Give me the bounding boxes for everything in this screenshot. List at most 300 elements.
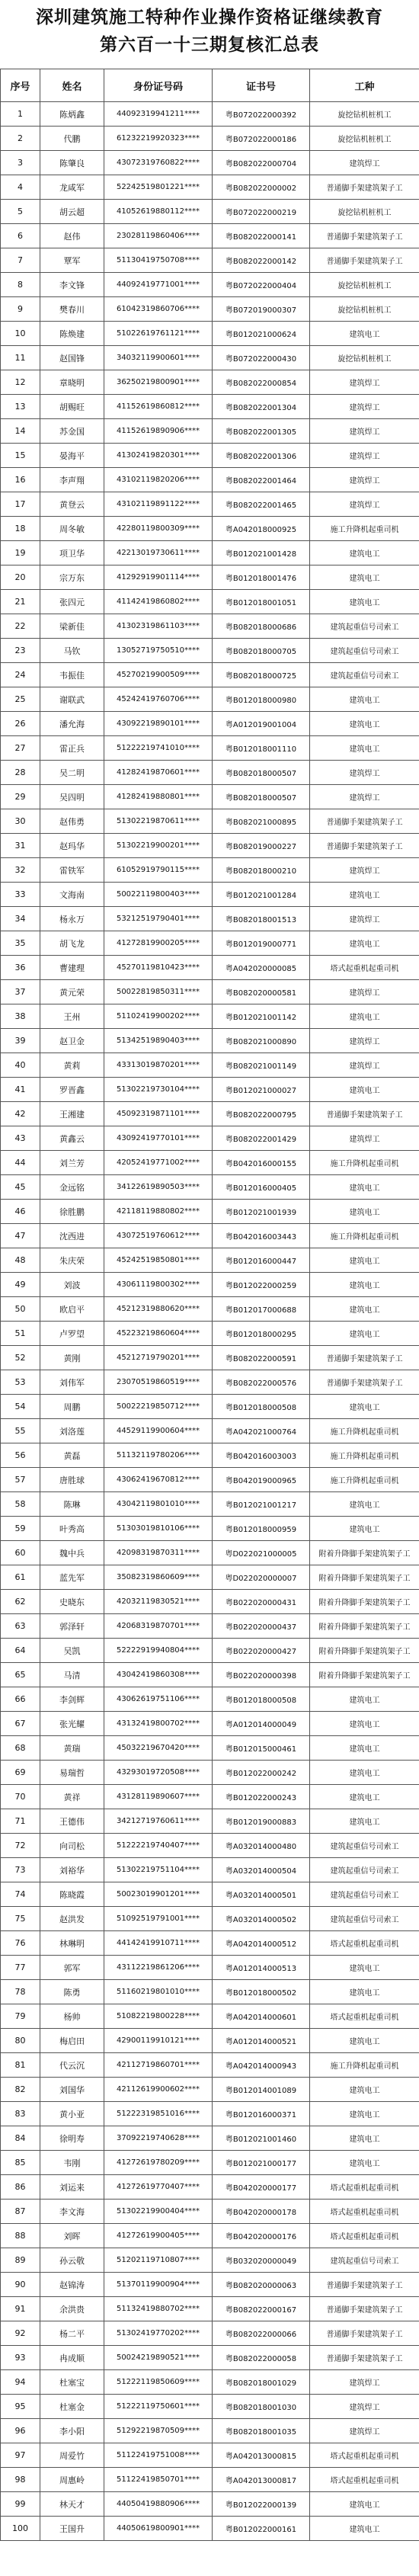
row-index: 61 [1,1565,40,1590]
certificate-number: 粤B082022001465 [213,492,310,517]
id-number: 51222319851016**** [104,2102,213,2126]
person-name: 赵卫金 [40,1029,104,1053]
id-number: 44050619800901**** [104,2517,213,2541]
row-index: 73 [1,1858,40,1882]
table-row [1,1346,419,1370]
table-row [1,1907,419,1931]
id-number: 50022219850712**** [104,1395,213,1419]
job-type: 建筑电工 [310,1078,419,1102]
row-index: 27 [1,736,40,761]
person-name: 谢联武 [40,687,104,712]
row-index: 83 [1,2102,40,2126]
job-type: 建筑电工 [310,566,419,590]
row-index: 85 [1,2151,40,2175]
certificate-number: 粤B042020000178 [213,2200,310,2224]
job-type: 普通脚手架建筑架子工 [310,175,419,200]
certificate-number: 粤B012018001110 [213,736,310,761]
certificate-number: 粤B042016003003 [213,1443,310,1468]
row-index: 72 [1,1834,40,1858]
person-name: 黄莉 [40,1053,104,1078]
table-row [1,1053,419,1078]
certificate-number: 粤B082022000167 [213,2297,310,2321]
job-type: 建筑电工 [310,2102,419,2126]
certificate-number: 粤B012014001089 [213,2078,310,2102]
person-name: 杨永万 [40,907,104,931]
row-index: 16 [1,468,40,492]
table-row [1,468,419,492]
id-number: 42112719860701**** [104,2053,213,2078]
id-number: 42098319870311**** [104,1541,213,1565]
certificate-number: 粤B082018000686 [213,614,310,639]
id-number: 43092219890101**** [104,712,213,736]
table-row [1,2029,419,2053]
job-type: 塔式起重机起重司机 [310,1931,419,1956]
table-row [1,2102,419,2126]
certificate-number: 粤A012014000513 [213,1956,310,1980]
header-name: 姓名 [40,69,104,102]
certificate-number: 粤B072022000392 [213,102,310,127]
certificate-number: 粤B012021001460 [213,2126,310,2151]
table-row [1,1443,419,1468]
row-index: 20 [1,566,40,590]
job-type: 施工升降机起重司机 [310,1224,419,1248]
table-row [1,444,419,468]
id-number: 51302219751104**** [104,1858,213,1882]
row-index: 8 [1,273,40,297]
id-number: 45212319880620**** [104,1297,213,1322]
person-name: 郭泽轩 [40,1614,104,1639]
person-name: 曹建理 [40,956,104,980]
job-type: 普通脚手架建筑架子工 [310,2297,419,2321]
id-number: 41302319861103**** [104,614,213,639]
id-number: 23070519860519**** [104,1370,213,1395]
person-name: 覃军 [40,248,104,273]
id-number: 51122419850701**** [104,2468,213,2492]
job-type: 建筑焊工 [310,151,419,175]
certificate-number: 粤B012018001476 [213,566,310,590]
person-name: 史晓东 [40,1590,104,1614]
id-number: 42052419771002**** [104,1151,213,1175]
person-name: 欧启平 [40,1297,104,1322]
job-type: 建筑起重信号司索工 [310,1882,419,1907]
row-index: 82 [1,2078,40,2102]
table-row [1,1419,419,1443]
job-type: 施工升降机起重司机 [310,2053,419,2078]
person-name: 陈勇 [40,1980,104,2004]
row-index: 25 [1,687,40,712]
certificate-number: 粤B082022000854 [213,370,310,395]
table-row [1,1395,419,1419]
id-number: 44142419910711**** [104,1931,213,1956]
job-type: 建筑焊工 [310,785,419,809]
person-name: 周冬敏 [40,517,104,541]
row-index: 6 [1,224,40,248]
job-type: 建筑焊工 [310,907,419,931]
job-type: 建筑焊工 [310,370,419,395]
table-row [1,2004,419,2029]
table-row [1,2419,419,2443]
table-row [1,809,419,834]
person-name: 沈西进 [40,1224,104,1248]
id-number: 50022119800403**** [104,883,213,907]
person-name: 黄登云 [40,492,104,517]
person-name: 陈炳鑫 [40,102,104,127]
certificate-number: 粤B012015000461 [213,1736,310,1761]
id-number: 41272619780209**** [104,2151,213,2175]
row-index: 11 [1,346,40,370]
id-number: 51082219800228**** [104,2004,213,2029]
certificate-number: 粤A032014000504 [213,1858,310,1882]
job-type: 建筑起重信号司索工 [310,1834,419,1858]
job-type: 建筑电工 [310,322,419,346]
person-name: 赵伟勇 [40,809,104,834]
id-number: 51130419750708**** [104,248,213,273]
certificate-number: 粤B082018000507 [213,761,310,785]
job-type: 普通脚手架建筑架子工 [310,809,419,834]
person-name: 马清 [40,1663,104,1687]
row-index: 55 [1,1419,40,1443]
certificate-number: 粤B012022000161 [213,2517,310,2541]
job-type: 塔式起重机起重司机 [310,2004,419,2029]
person-name: 吴凯 [40,1639,104,1663]
table-row [1,2224,419,2248]
person-name: 黄小亚 [40,2102,104,2126]
row-index: 54 [1,1395,40,1419]
id-number: 51302219900404**** [104,2200,213,2224]
row-index: 32 [1,858,40,883]
person-name: 刘晖 [40,2224,104,2248]
person-name: 项卫华 [40,541,104,566]
job-type: 建筑电工 [310,1395,419,1419]
id-number: 51202119710807**** [104,2248,213,2273]
certificate-number: 粤B012022000242 [213,1761,310,1785]
certificate-number: 粤A042013000817 [213,2468,310,2492]
id-number: 34122619890503**** [104,1175,213,1200]
certificate-number: 粤B012022000259 [213,1273,310,1297]
id-number: 42280119800309**** [104,517,213,541]
row-index: 91 [1,2297,40,2321]
row-index: 59 [1,1517,40,1541]
certificate-number: 粤B082018001513 [213,907,310,931]
row-index: 7 [1,248,40,273]
table-row [1,517,419,541]
id-number: 42118119880802**** [104,1200,213,1224]
row-index: 39 [1,1029,40,1053]
table-row [1,2248,419,2273]
job-type: 建筑电工 [310,2029,419,2053]
job-type: 旋挖钻机桩机工 [310,297,419,322]
id-number: 51222219741010**** [104,736,213,761]
table-row [1,1809,419,1834]
id-number: 42068319870701**** [104,1614,213,1639]
id-number: 43061119800302**** [104,1273,213,1297]
table-row [1,492,419,517]
id-number: 45212719790201**** [104,1346,213,1370]
certificate-number: 粤B022020000431 [213,1590,310,1614]
person-name: 周惠岭 [40,2468,104,2492]
certificate-number: 粤A032014000502 [213,1907,310,1931]
table-row [1,2175,419,2200]
table-row [1,2321,419,2346]
certificate-number: 粤B082022001464 [213,468,310,492]
job-type: 施工升降机起重司机 [310,517,419,541]
id-number: 61232219920323**** [104,127,213,151]
table-row [1,1761,419,1785]
person-name: 杨二平 [40,2321,104,2346]
certificate-number: 粤B012018000959 [213,1517,310,1541]
header-id-number: 身份证号码 [104,69,213,102]
certificate-number: 粤B012016000405 [213,1175,310,1200]
certificate-number: 粤B042019000965 [213,1468,310,1492]
row-index: 30 [1,809,40,834]
certificate-number: 粤A042020000085 [213,956,310,980]
person-name: 黄瑞 [40,1736,104,1761]
id-number: 36250219800901**** [104,370,213,395]
row-index: 35 [1,931,40,956]
person-name: 向司松 [40,1834,104,1858]
id-number: 45223219860604**** [104,1322,213,1346]
id-number: 43293019720508**** [104,1761,213,1785]
header-certificate-number: 证书号 [213,69,310,102]
table-row [1,614,419,639]
table-row [1,1175,419,1200]
row-index: 97 [1,2443,40,2468]
job-type: 建筑起重信号司索工 [310,1907,419,1931]
table-row [1,1078,419,1102]
row-index: 58 [1,1492,40,1517]
row-index: 47 [1,1224,40,1248]
person-name: 陈琳 [40,1492,104,1517]
id-number: 51342519890403**** [104,1029,213,1053]
person-name: 陈焕建 [40,322,104,346]
table-row [1,1882,419,1907]
id-number: 51302219900201**** [104,834,213,858]
certificate-number: 粤A042014000512 [213,1931,310,1956]
table-row [1,1517,419,1541]
certificate-number: 粤B042020000176 [213,2224,310,2248]
job-type: 建筑电工 [310,1273,419,1297]
certificate-number: 粤B012018001051 [213,590,310,614]
person-name: 李声翔 [40,468,104,492]
id-number: 42032119830521**** [104,1590,213,1614]
person-name: 潘允海 [40,712,104,736]
id-number: 50022819850311**** [104,980,213,1004]
certificate-number: 粤B072022000186 [213,127,310,151]
certificate-number: 粤D022021000005 [213,1541,310,1565]
row-index: 2 [1,127,40,151]
job-type: 旋挖钻机桩机工 [310,273,419,297]
row-index: 46 [1,1200,40,1224]
job-type: 塔式起重机起重司机 [310,2443,419,2468]
person-name: 林天才 [40,2492,104,2517]
id-number: 41282419880801**** [104,785,213,809]
certificate-number: 粤B082018000705 [213,639,310,663]
certificate-number: 粤A042014000943 [213,2053,310,2078]
person-name: 赵国锋 [40,346,104,370]
table-row [1,200,419,224]
job-type: 普通脚手架建筑架子工 [310,248,419,273]
certificate-number: 粤B012017000688 [213,1297,310,1322]
job-type: 建筑电工 [310,1200,419,1224]
person-name: 魏中兵 [40,1541,104,1565]
job-type: 建筑电工 [310,2126,419,2151]
row-index: 4 [1,175,40,200]
id-number: 45270119810423**** [104,956,213,980]
row-index: 50 [1,1297,40,1322]
certificate-number: 粤B042020000177 [213,2175,310,2200]
table-row [1,1541,419,1565]
job-type: 建筑电工 [310,1736,419,1761]
row-index: 48 [1,1248,40,1273]
job-type: 建筑电工 [310,1175,419,1200]
person-name: 李剑辉 [40,1687,104,1712]
id-number: 41272619770407**** [104,2175,213,2200]
table-row [1,2053,419,2078]
certificate-number: 粤B082022000591 [213,1346,310,1370]
row-index: 80 [1,2029,40,2053]
person-name: 王国升 [40,2517,104,2541]
row-index: 15 [1,444,40,468]
person-name: 陈晓霞 [40,1882,104,1907]
table-row [1,273,419,297]
job-type: 建筑焊工 [310,1029,419,1053]
person-name: 赵伟 [40,224,104,248]
row-index: 34 [1,907,40,931]
job-type: 建筑电工 [310,1492,419,1517]
row-index: 100 [1,2517,40,2541]
certificate-number: 粤B082018000507 [213,785,310,809]
person-name: 宗万东 [40,566,104,590]
table-row [1,370,419,395]
person-name: 金远铭 [40,1175,104,1200]
person-name: 晏海平 [40,444,104,468]
table-header-row [1,69,419,102]
row-index: 41 [1,1078,40,1102]
row-index: 81 [1,2053,40,2078]
job-type: 旋挖钻机桩机工 [310,127,419,151]
row-index: 96 [1,2419,40,2443]
row-index: 52 [1,1346,40,1370]
table-row [1,395,419,419]
table-row [1,1248,419,1273]
id-number: 43072519760612**** [104,1224,213,1248]
table-row [1,151,419,175]
certificate-number: 粤B082022000795 [213,1102,310,1126]
row-index: 36 [1,956,40,980]
id-number: 41052619880112**** [104,200,213,224]
job-type: 附着升降脚手架建筑架子工 [310,1590,419,1614]
row-index: 42 [1,1102,40,1126]
person-name: 胡赐旺 [40,395,104,419]
table-row [1,1273,419,1297]
table-row [1,1224,419,1248]
person-name: 代鹏 [40,127,104,151]
id-number: 52222919940804**** [104,1639,213,1663]
row-index: 45 [1,1175,40,1200]
table-row [1,2395,419,2419]
person-name: 黄元荣 [40,980,104,1004]
certificate-number: 粤B022020000398 [213,1663,310,1687]
table-row [1,931,419,956]
table-row [1,2297,419,2321]
job-type: 塔式起重机起重司机 [310,2200,419,2224]
person-name: 龙咸军 [40,175,104,200]
table-body [1,102,419,2541]
certificate-number: 粤B012021000624 [213,322,310,346]
certificate-number: 粤D022020000007 [213,1565,310,1590]
row-index: 70 [1,1785,40,1809]
job-type: 旋挖钻机桩机工 [310,200,419,224]
id-number: 43042119801010**** [104,1492,213,1517]
id-number: 45270219900509**** [104,663,213,687]
job-type: 建筑起重信号司索工 [310,639,419,663]
table-row [1,1687,419,1712]
id-number: 61042319860706**** [104,297,213,322]
id-number: 43102119820206**** [104,468,213,492]
person-name: 梅启田 [40,2029,104,2053]
id-number: 41152619860812**** [104,395,213,419]
id-number: 45242519850801**** [104,1248,213,1273]
person-name: 李文锋 [40,273,104,297]
person-name: 徐胜鹏 [40,1200,104,1224]
table-row [1,1492,419,1517]
job-type: 施工升降机起重司机 [310,1151,419,1175]
table-row [1,883,419,907]
job-type: 塔式起重机起重司机 [310,956,419,980]
job-type: 建筑焊工 [310,1053,419,1078]
certificate-number: 粤B012021001142 [213,1004,310,1029]
job-type: 建筑电工 [310,1517,419,1541]
row-index: 89 [1,2248,40,2273]
row-index: 9 [1,297,40,322]
person-name: 蓝先军 [40,1565,104,1590]
certificate-number: 粤B082022000704 [213,151,310,175]
certificate-number: 粤A042021000764 [213,1419,310,1443]
id-number: 43062619751106**** [104,1687,213,1712]
person-name: 刘裕华 [40,1858,104,1882]
id-number: 45242419760706**** [104,687,213,712]
certificate-number: 粤B082018001029 [213,2370,310,2395]
certificate-number: 粤B082022001306 [213,444,310,468]
person-name: 卢罗望 [40,1322,104,1346]
table-row [1,1614,419,1639]
row-index: 56 [1,1443,40,1468]
certificate-number: 粤B012018000502 [213,1980,310,2004]
job-type: 建筑焊工 [310,1126,419,1151]
person-name: 李文海 [40,2200,104,2224]
row-index: 98 [1,2468,40,2492]
certificate-number: 粤B082022000576 [213,1370,310,1395]
id-number: 51022619761121**** [104,322,213,346]
table-row [1,248,419,273]
job-type: 旋挖钻机桩机工 [310,346,419,370]
job-type: 普通脚手架建筑架子工 [310,1346,419,1370]
job-type: 建筑电工 [310,1322,419,1346]
certificate-number: 粤B012021000177 [213,2151,310,2175]
certificate-number: 粤B012018000980 [213,687,310,712]
table-row [1,1931,419,1956]
summary-table [0,69,419,2541]
job-type: 附着升降脚手架建筑架子工 [310,1614,419,1639]
table-row [1,1785,419,1809]
job-type: 建筑焊工 [310,2370,419,2395]
id-number: 51092519791001**** [104,1907,213,1931]
table-row [1,834,419,858]
person-name: 杜塞宝 [40,2370,104,2395]
id-number: 41292919901114**** [104,566,213,590]
id-number: 51302219730104**** [104,1078,213,1102]
document-subtitle: 第六百一十三期复核汇总表 [100,34,319,55]
